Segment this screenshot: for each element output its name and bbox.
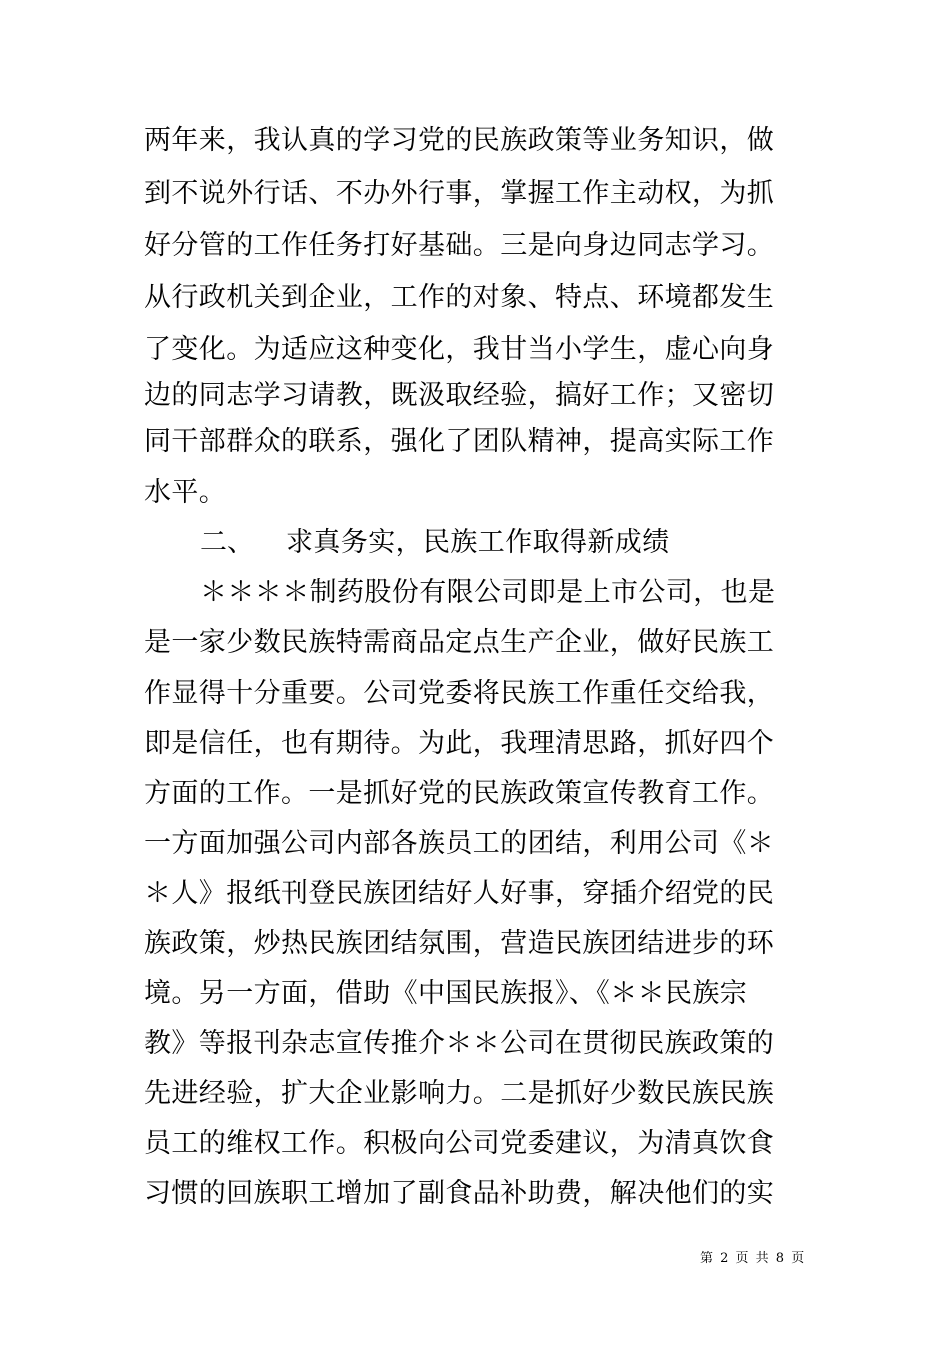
paragraph-1-line-7: 同干部群众的联系，强化了团队精神，提高实际工作 [144, 426, 775, 457]
paragraph-2-line-3: 作显得十分重要。公司党委将民族工作重任交给我， [144, 678, 775, 709]
paragraph-2-line-4: 即是信任，也有期待。为此，我理清思路，抓好四个 [144, 728, 775, 759]
paragraph-1-line-3: 好分管的工作任务打好基础。三是向身边同志学习。 [144, 230, 775, 261]
paragraph-1-line-8: 水平。 [144, 477, 227, 508]
paragraph-2-line-8: 族政策，炒热民族团结氛围，营造民族团结进步的环 [144, 928, 775, 959]
paragraph-1-line-5: 了变化。为适应这种变化，我甘当小学生，虚心向身 [144, 334, 775, 365]
section-heading-number: 二、 [200, 527, 254, 558]
paragraph-2-line-13: 习惯的回族职工增加了副食品补助费，解决他们的实 [144, 1178, 775, 1209]
paragraph-2-line-1: ＊＊＊＊制药股份有限公司即是上市公司，也是 [200, 577, 776, 608]
paragraph-1-line-4: 从行政机关到企业，工作的对象、特点、环境都发生 [144, 282, 775, 313]
section-heading-title: 求真务实，民族工作取得新成绩 [286, 527, 670, 558]
paragraph-1-line-1: 两年来，我认真的学习党的民族政策等业务知识，做 [144, 125, 775, 156]
paragraph-2-line-6: 一方面加强公司内部各族员工的团结，利用公司《＊ [144, 828, 775, 859]
paragraph-2-line-9: 境。另一方面，借助《中国民族报》、《＊＊民族宗 [144, 978, 748, 1009]
paragraph-2-line-7: ＊人》报纸刊登民族团结好人好事，穿插介绍党的民 [144, 878, 775, 909]
paragraph-2-line-5: 方面的工作。一是抓好党的民族政策宣传教育工作。 [144, 778, 775, 809]
paragraph-2-line-12: 员工的维权工作。积极向公司党委建议，为清真饮食 [144, 1128, 775, 1159]
paragraph-2-line-2: 是一家少数民族特需商品定点生产企业，做好民族工 [144, 627, 775, 658]
paragraph-2-line-10: 教》等报刊杂志宣传推介＊＊公司在贯彻民族政策的 [144, 1028, 775, 1059]
page-number-footer: 第 2 页 共 8 页 [700, 1251, 805, 1266]
paragraph-1-line-2: 到不说外行话、不办外行事，掌握工作主动权，为抓 [144, 178, 775, 209]
paragraph-2-line-11: 先进经验，扩大企业影响力。二是抓好少数民族民族 [144, 1078, 775, 1109]
paragraph-1-line-6: 边的同志学习请教，既汲取经验，搞好工作；又密切 [144, 380, 775, 411]
